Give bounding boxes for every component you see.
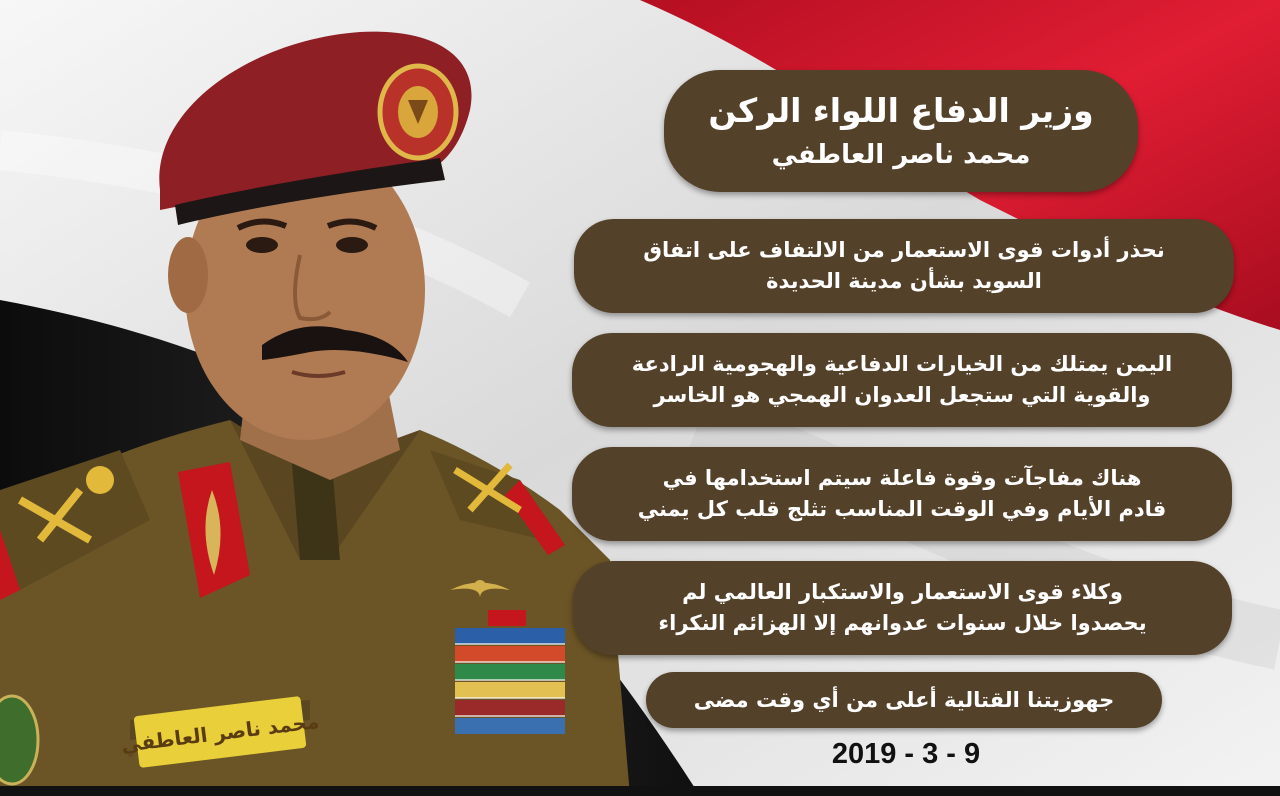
right-eye (336, 237, 368, 253)
statement-text: وكلاء قوى الاستعمار والاستكبار العالمي لم (682, 580, 1123, 604)
beret-badge-icon (380, 66, 456, 158)
statement-4 (573, 561, 1232, 655)
bottom-bar (0, 786, 1280, 796)
statement-text: نحذر أدوات قوى الاستعمار من الالتفاف على اتفاق (643, 238, 1165, 262)
title-line-1: وزير الدفاع اللواء الركن (708, 91, 1094, 130)
name-tag-text: محمد ناصر العاطفي (119, 708, 321, 758)
title-banner (664, 70, 1138, 192)
statement-text: قادم الأيام وفي الوقت المناسب تثلج قلب كل يمني (637, 497, 1167, 521)
statement-text: والقوية التي ستجعل العدوان الهمجي هو الخاسر (653, 383, 1151, 407)
statement-text: اليمن يمتلك من الخيارات الدفاعية والهجومية الرادعة (631, 352, 1173, 376)
date-label: 2019 - 3 - 9 (831, 738, 981, 770)
statement-text: السويد بشأن مدينة الحديدة (766, 269, 1042, 293)
title-line-2: محمد ناصر العاطفي (771, 140, 1031, 170)
statement-text: هناك مفاجآت وقوة فاعلة سيتم استخدامها في (662, 466, 1142, 490)
left-eye (246, 237, 278, 253)
ribbon-bars (455, 610, 565, 734)
statement-text: جهوزيتنا القتالية أعلى من أي وقت مضى (693, 687, 1115, 712)
statement-text: يحصدوا خلال سنوات عدوانهم إلا الهزائم النكراء (658, 611, 1147, 635)
statement-3 (572, 447, 1232, 541)
statement-5 (646, 672, 1162, 728)
statement-1 (574, 219, 1234, 313)
statement-2 (572, 333, 1232, 427)
